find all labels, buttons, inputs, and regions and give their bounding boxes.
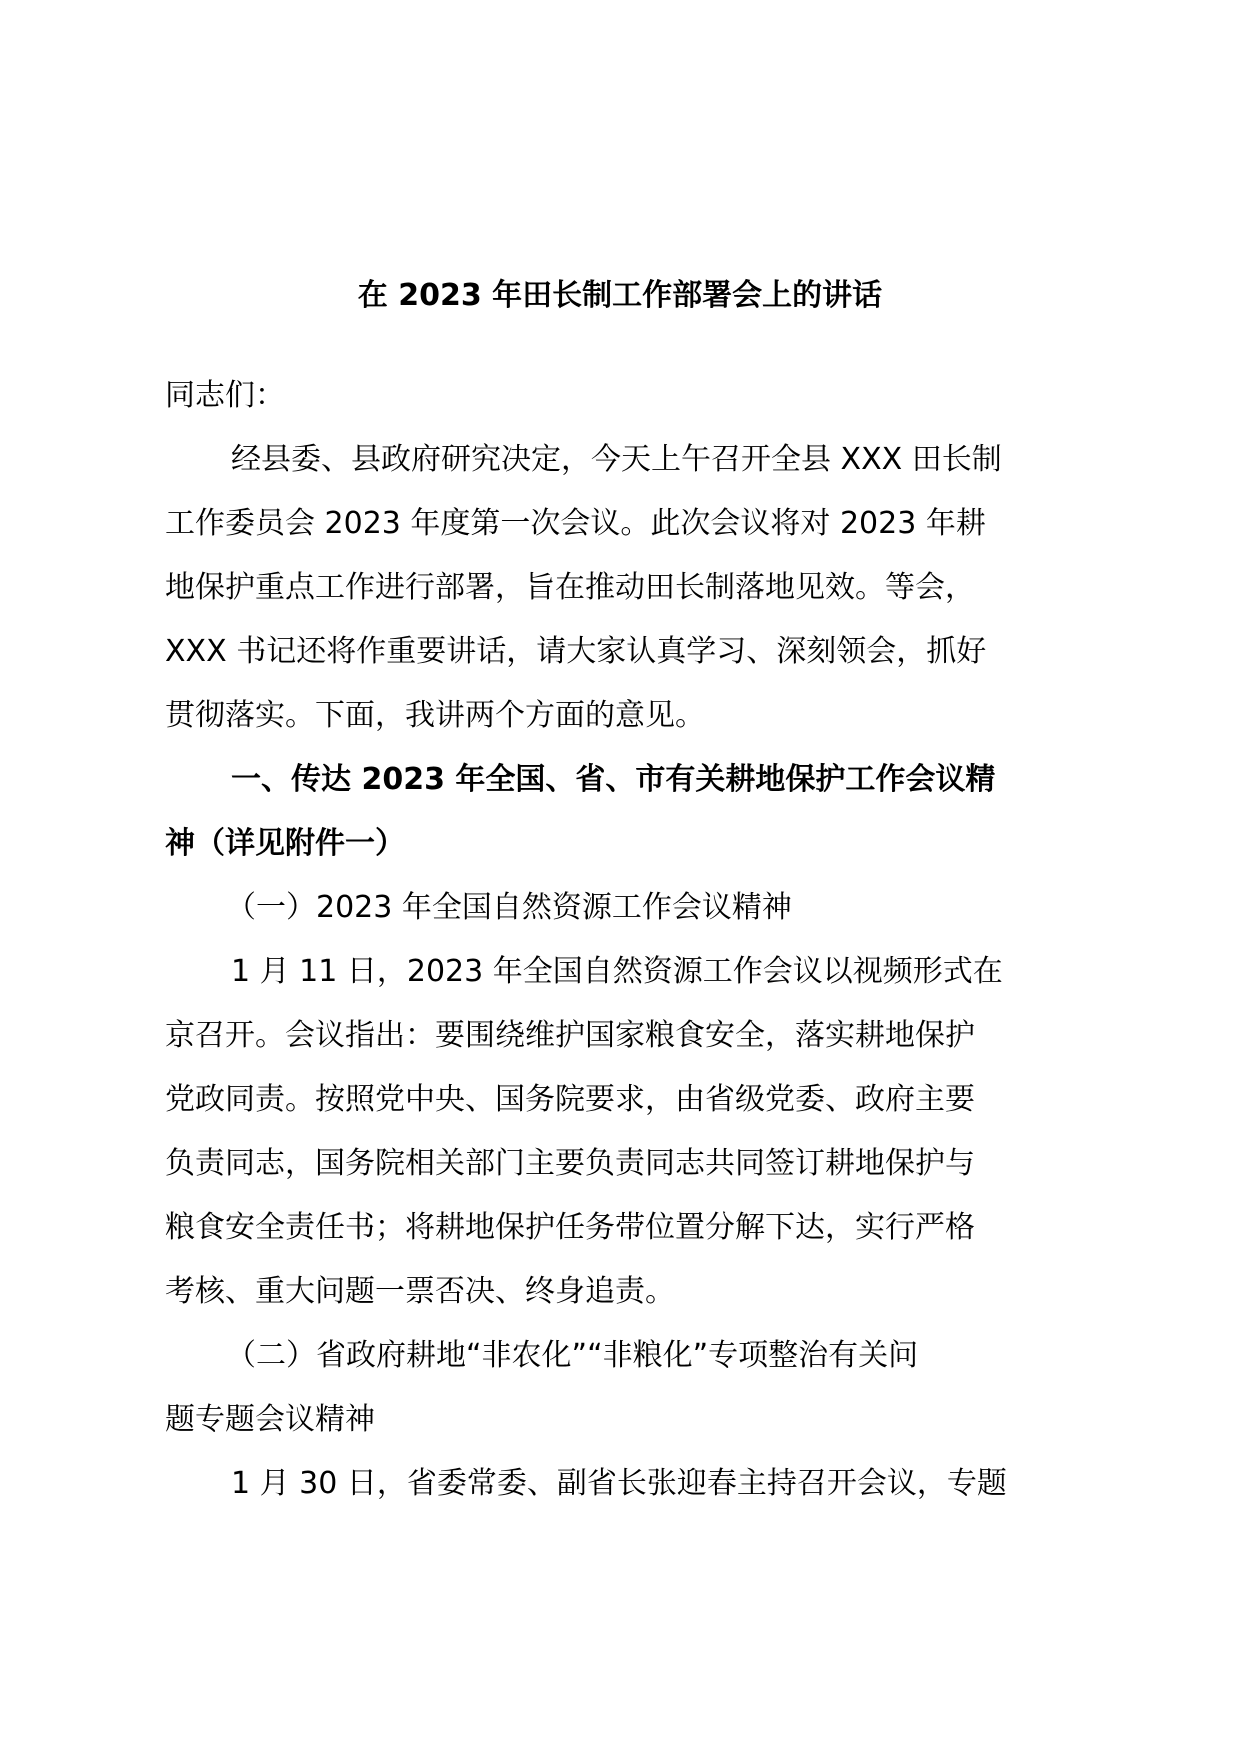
subsection-heading: （一）2023 年全国自然资源工作会议精神 xyxy=(226,890,792,925)
paragraph-line: 负责同志，国务院相关部门主要负责同志共同签订耕地保护与 xyxy=(165,1146,975,1181)
paragraph-line: 工作委员会 2023 年度第一次会议。此次会议将对 2023 年耕 xyxy=(165,506,986,541)
paragraph-line: 1 月 11 日，2023 年全国自然资源工作会议以视频形式在 xyxy=(231,954,1003,989)
paragraph-line: 京召开。会议指出：要围绕维护国家粮食安全，落实耕地保护 xyxy=(165,1018,975,1053)
subsection-heading: 题专题会议精神 xyxy=(165,1402,375,1437)
paragraph-line: 1 月 30 日，省委常委、副省长张迎春主持召开会议，专题 xyxy=(231,1466,1007,1501)
salutation: 同志们： xyxy=(165,378,285,413)
paragraph-line: 党政同责。按照党中央、国务院要求，由省级党委、政府主要 xyxy=(165,1082,975,1117)
section-heading: 一、传达 2023 年全国、省、市有关耕地保护工作会议精 xyxy=(231,762,996,797)
paragraph-line: 考核、重大问题一票否决、终身追责。 xyxy=(165,1274,675,1309)
paragraph-line: 粮食安全责任书；将耕地保护任务带位置分解下达，实行严格 xyxy=(165,1210,975,1245)
paragraph-line: XXX 书记还将作重要讲话，请大家认真学习、深刻领会，抓好 xyxy=(165,634,987,669)
section-heading: 神（详见附件一） xyxy=(165,826,405,861)
paragraph-line: 经县委、县政府研究决定，今天上午召开全县 XXX 田长制 xyxy=(231,442,1002,477)
paragraph-line: 地保护重点工作进行部署，旨在推动田长制落地见效。等会， xyxy=(165,570,975,605)
paragraph-line: 贯彻落实。下面，我讲两个方面的意见。 xyxy=(165,698,705,733)
subsection-heading: （二）省政府耕地“非农化”“非粮化”专项整治有关问 xyxy=(226,1338,919,1373)
page-title: 在 2023 年田长制工作部署会上的讲话 xyxy=(357,278,883,313)
